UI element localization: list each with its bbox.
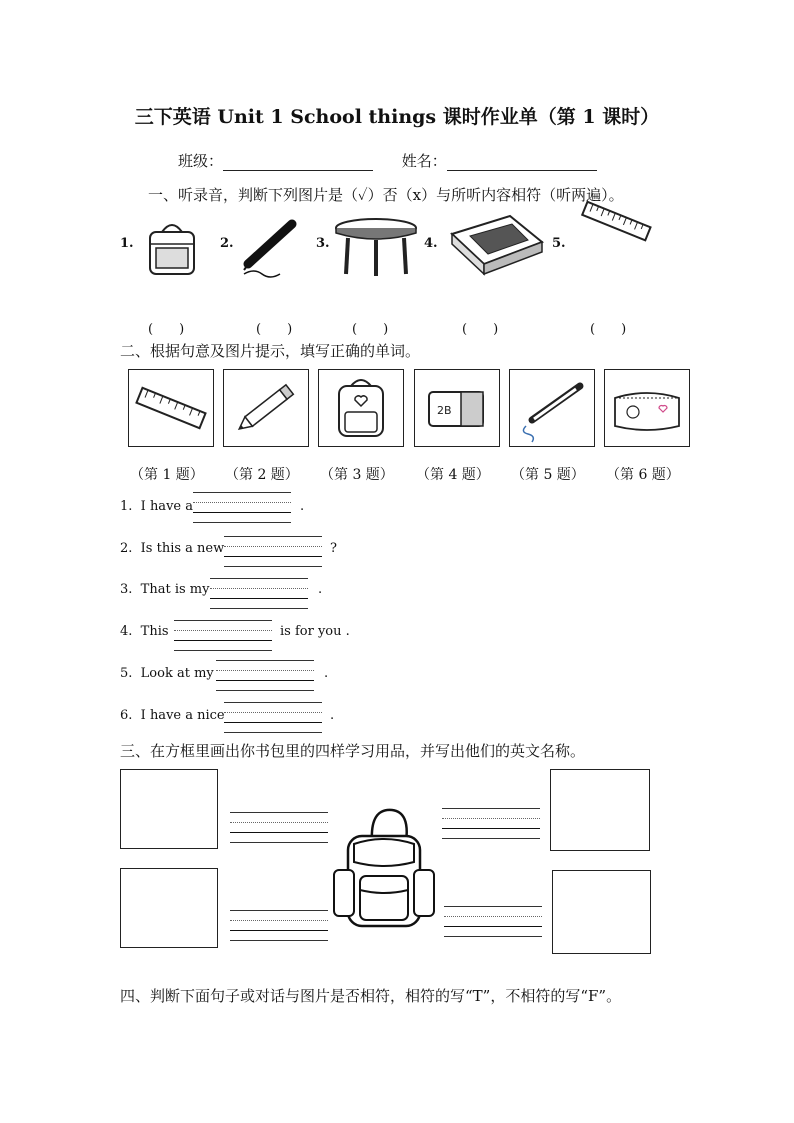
name-label: 姓名： bbox=[401, 152, 447, 170]
section1-heading: 一、听录音，判断下列图片是（✓）否（x）与所听内容相符（听两遍）。 bbox=[148, 186, 624, 204]
class-field[interactable] bbox=[223, 154, 373, 171]
drawing-box-1[interactable] bbox=[120, 769, 218, 849]
answer-line-1[interactable] bbox=[193, 492, 291, 524]
s2-caption-1: （第 1 题） bbox=[130, 467, 204, 483]
word-line-1[interactable] bbox=[230, 812, 328, 844]
question-3-end: . bbox=[318, 582, 323, 597]
question-3: 3. That is my bbox=[120, 582, 210, 597]
s2-caption-6: （第 6 题） bbox=[606, 467, 680, 483]
s1-item4-number: 4. bbox=[424, 236, 438, 251]
answer-line-2[interactable] bbox=[224, 536, 322, 568]
s1-item1-number: 1. bbox=[120, 236, 134, 251]
backpack-icon bbox=[332, 802, 438, 934]
question-4-end: is for you . bbox=[280, 624, 350, 639]
s2-caption-3: （第 3 题） bbox=[320, 467, 394, 483]
s2-picture-box-4 bbox=[414, 369, 500, 447]
s2-caption-5: （第 5 题） bbox=[511, 467, 585, 483]
pen-icon bbox=[240, 218, 300, 278]
eraser-icon bbox=[415, 370, 499, 446]
s1-answer-5[interactable]: ( ) bbox=[590, 322, 627, 337]
pencil-icon bbox=[224, 370, 308, 446]
question-2-end: ? bbox=[330, 541, 337, 556]
eraser-icon bbox=[446, 212, 546, 276]
backpack-icon bbox=[319, 370, 403, 446]
s2-caption-2: （第 2 题） bbox=[225, 467, 299, 483]
class-label: 班级： bbox=[178, 152, 224, 170]
word-line-2[interactable] bbox=[442, 808, 540, 840]
s1-answer-1[interactable]: ( ) bbox=[148, 322, 185, 337]
question-2: 2. Is this a new bbox=[120, 541, 225, 556]
s2-caption-4: （第 4 题） bbox=[416, 467, 490, 483]
answer-line-3[interactable] bbox=[210, 578, 308, 610]
word-line-3[interactable] bbox=[230, 910, 328, 942]
name-field[interactable] bbox=[447, 154, 597, 171]
s2-picture-box-1 bbox=[128, 369, 214, 447]
section4-heading: 四、判断下面句子或对话与图片是否相符，相符的写“T”，不相符的写“F”。 bbox=[120, 987, 622, 1005]
page-title: 三下英语 Unit 1 School things 课时作业单（第 1 课时） bbox=[134, 106, 660, 128]
s1-item3-number: 3. bbox=[316, 236, 330, 251]
s1-item2-number: 2. bbox=[220, 236, 234, 251]
question-4: 4. This bbox=[120, 624, 169, 639]
table-icon bbox=[334, 216, 418, 280]
s1-answer-2[interactable]: ( ) bbox=[256, 322, 293, 337]
ruler-icon bbox=[129, 370, 213, 446]
s1-answer-4[interactable]: ( ) bbox=[462, 322, 499, 337]
pen-icon bbox=[510, 370, 594, 446]
drawing-box-4[interactable] bbox=[552, 870, 651, 954]
answer-line-5[interactable] bbox=[216, 660, 314, 692]
pencil-case-icon bbox=[605, 370, 689, 446]
svg-text:2B: 2B bbox=[437, 404, 452, 417]
question-6-end: . bbox=[330, 708, 335, 723]
ruler-icon bbox=[580, 200, 652, 244]
s2-picture-box-2 bbox=[223, 369, 309, 447]
question-1-end: . bbox=[300, 499, 305, 514]
answer-line-4[interactable] bbox=[174, 620, 272, 652]
section3-heading: 三、在方框里画出你书包里的四样学习用品，并写出他们的英文名称。 bbox=[120, 742, 586, 760]
backpack-icon bbox=[142, 218, 202, 278]
question-5-end: . bbox=[324, 666, 329, 681]
drawing-box-2[interactable] bbox=[550, 769, 650, 851]
word-line-4[interactable] bbox=[444, 906, 542, 938]
s1-answer-3[interactable]: ( ) bbox=[352, 322, 389, 337]
s2-picture-box-3 bbox=[318, 369, 404, 447]
student-info bbox=[178, 150, 621, 171]
question-5: 5. Look at my bbox=[120, 666, 214, 681]
answer-line-6[interactable] bbox=[224, 702, 322, 734]
section2-heading: 二、根据句意及图片提示，填写正确的单词。 bbox=[120, 342, 421, 360]
drawing-box-3[interactable] bbox=[120, 868, 218, 948]
question-1: 1. I have a bbox=[120, 499, 193, 514]
s2-picture-box-5 bbox=[509, 369, 595, 447]
s1-item5-number: 5. bbox=[552, 236, 566, 251]
question-6: 6. I have a nice bbox=[120, 708, 225, 723]
s2-picture-box-6 bbox=[604, 369, 690, 447]
